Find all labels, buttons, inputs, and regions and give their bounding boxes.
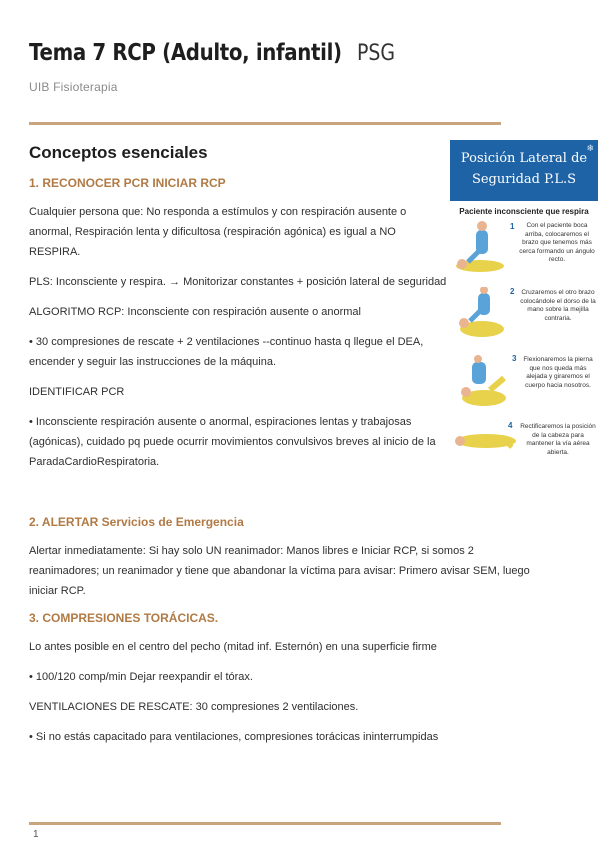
header-divider — [29, 122, 501, 125]
main-content-wide — [29, 515, 541, 757]
paragraph: • Inconsciente respiración ausente o anormal, espiraciones lentas y trabajosas (agónicas), cuidado pq puede ocurrir movimientos convulsivos breves al inicio de la ParadaCardioRespiratoria. — [29, 416, 436, 468]
paragraph: Alertar inmediatamente: Si hay solo UN reanimador: Manos libres e Iniciar RCP, si somos 2 reanimadores; un reanimador y tiene que abandonar la víctima para avisar: Primero avisar SEM, luego iniciar RCP. — [29, 545, 530, 597]
rescuer-illustration-icon — [450, 287, 520, 347]
step-number: 1 — [510, 222, 515, 231]
step-number: 3 — [512, 354, 517, 363]
poster-subtitle: Paciente inconsciente que respira — [459, 207, 589, 216]
document-subtitle: UIB Fisioterapia — [29, 80, 118, 94]
poster-step — [450, 220, 598, 283]
section-title: Conceptos esenciales — [29, 143, 208, 162]
paragraph: ALGORITMO RCP: Inconsciente con respiración ausente o anormal — [29, 306, 361, 318]
subsection-heading: 1. RECONOCER PCR INICIAR RCP — [29, 176, 226, 190]
paragraph: Cualquier persona que: No responda a estímulos y con respiración ausente o anormal, Respiración lenta y dificultosa (respiración agónica) es igual a NO RESPIRA. — [29, 206, 407, 258]
poster-step — [450, 287, 598, 350]
poster-header — [450, 140, 598, 201]
paragraph: • 30 compresiones de rescate + 2 ventilaciones --continuo hasta q llegue el DEA, encender y seguir las instrucciones de la máquina. — [29, 336, 424, 368]
subsection-heading: 2. ALERTAR Servicios de Emergencia — [29, 515, 244, 529]
subsection-heading: 3. COMPRESIONES TORÁCICAS. — [29, 611, 219, 625]
step-number: 2 — [510, 287, 515, 296]
rescuer-illustration-icon — [450, 354, 520, 414]
footer-divider — [29, 822, 501, 825]
document-title: Tema 7 RCP (Adulto, infantil) — [29, 40, 342, 66]
poster-step — [450, 354, 598, 417]
page-number: 1 — [33, 829, 39, 840]
main-content — [29, 143, 449, 482]
patient-illustration-icon — [450, 421, 520, 481]
poster-title-line1: Posición Lateral de — [460, 151, 588, 166]
step-text: Rectificaremos la posición de la cabeza para mantener la vía aérea abierta. — [520, 423, 596, 456]
step-text: Flexionaremos la pierna que nos queda más alejada y giraremos el cuerpo hacia nosotros. — [523, 356, 593, 389]
paragraph: Lo antes posible en el centro del pecho (mitad inf. Esternón) en una superficie firme — [29, 641, 437, 653]
paragraph: PLS: Inconsciente y respira. → Monitorizar constantes + posición lateral de seguridad — [29, 276, 447, 288]
step-text: Cruzaremos el otro brazo colocándole el dorso de la mano sobre la mejilla contraria. — [520, 289, 596, 322]
paragraph: VENTILACIONES DE RESCATE: 30 compresiones 2 ventilaciones. — [29, 701, 359, 713]
poster-title-line2: Seguridad P.L.S — [471, 172, 577, 187]
document-tag: PSG — [356, 41, 395, 66]
logo-icon: ❄ — [586, 143, 594, 153]
document-header — [29, 40, 549, 94]
paragraph: • 100/120 comp/min Dejar reexpandir el tórax. — [29, 671, 253, 683]
step-text: Con el paciente boca arriba, colocaremos el brazo que tenemos más cerca formando un ángulo recto. — [519, 222, 595, 263]
poster-step — [450, 421, 598, 484]
step-number: 4 — [508, 421, 513, 430]
pls-poster — [450, 140, 598, 480]
paragraph: • Si no estás capacitado para ventilaciones, compresiones torácicas ininterrumpidas — [29, 731, 439, 743]
paragraph: IDENTIFICAR PCR — [29, 386, 125, 398]
